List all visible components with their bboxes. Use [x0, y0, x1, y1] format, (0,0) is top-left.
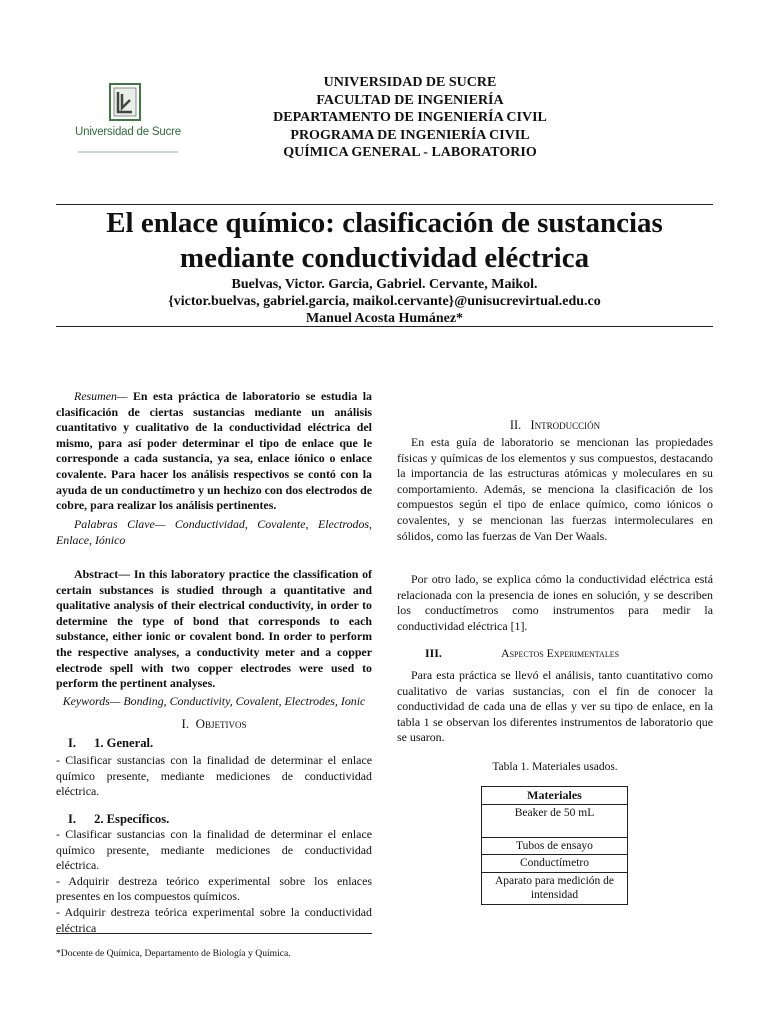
author-block: [56, 276, 713, 327]
institution-line: DEPARTAMENTO DE INGENIERÍA CIVIL: [273, 110, 547, 125]
table-cell: Conductímetro: [482, 855, 628, 873]
header-rule: [56, 204, 713, 205]
institution-block: [200, 74, 620, 162]
institution-line: PROGRAMA DE INGENIERÍA CIVIL: [290, 127, 530, 143]
intro-paragraph-2: Por otro lado, se explica cómo la conductividad eléctrica está relacionada con la presencia de iones en solución, y se describen los conductímetros como instrumentos para medir la conductividad eléctrica [1].: [397, 572, 713, 633]
keywords-paragraph: [56, 694, 372, 710]
title-line: mediante conductividad eléctrica: [179, 242, 590, 274]
section-heading-introduccion: [397, 418, 713, 433]
keywords-label: Keywords—: [62, 694, 121, 708]
intro-paragraph-1: En esta guía de laboratorio se mencionan las propiedades físicas y químicas de los elementos y sus compuestos, destacando la importancia de las estructuras atómicas y moleculares en su comportamiento. Además, se menciona la clasificación de los compuestos según el tipo de enlace químico, como iónicos o covalentes, y se mencionan las fuerzas intermoleculares en sólidos, como las fuerzas de Van Der Waals.: [397, 435, 713, 543]
institution-line: UNIVERSIDAD DE SUCRE: [323, 75, 497, 90]
specific-objectives-list: [56, 827, 372, 936]
logo-caption: Universidad de Sucre: [75, 126, 181, 138]
section-number: I.: [181, 716, 190, 731]
section-heading-aspectos: [397, 646, 713, 662]
institution-line: FACULTAD DE INGENIERÍA: [316, 92, 504, 108]
section-title: Introducción: [530, 418, 601, 432]
subheading-general: [68, 736, 153, 751]
general-objectives-list: [56, 753, 372, 800]
list-item: - Adquirir destreza teórica experimental sobre la conductividad eléctrica: [56, 904, 372, 935]
title-rule: [56, 326, 713, 327]
advisor-name: Manuel Acosta Humánez*: [305, 311, 464, 326]
table-cell: Tubos de ensayo: [482, 837, 628, 855]
section-heading-objetivos: [56, 716, 372, 732]
keywords-text: Bonding, Conductivity, Covalent, Electrodes, Ionic: [120, 694, 366, 708]
subsection-number: I.: [68, 812, 77, 826]
subheading-especificos: [68, 812, 169, 827]
paper-title: [56, 206, 713, 276]
subsection-title: 2. Específicos.: [94, 812, 170, 826]
table-cell: Beaker de 50 mL: [482, 804, 628, 837]
abstract-label: Abstract—: [74, 567, 131, 581]
section-title: Objetivos: [195, 716, 247, 731]
section-title: Aspectos Experimentales: [501, 646, 620, 660]
resumen-text: En esta práctica de laboratorio se estudia la clasificación de ciertas sustancias mediante un análisis cuantitativo y cualitativo de la conductividad eléctrica del mismo, para así poder determinar el tipo de enlace que le corresponde a cada sustancia, ya sea, enlace iónico o enlace covalente. Para hacer los análisis respectivos se contó con la ayuda de un conductímetro y un hechizo con dos electrodos de cobre, para realizar los análisis pertinentes.: [56, 389, 372, 513]
title-line: El enlace químico: clasificación de sustancias: [106, 207, 663, 239]
palabras-clave-label: Palabras Clave—: [74, 517, 166, 531]
table-cell: Aparato para medición de intensidad: [482, 872, 628, 904]
resumen-paragraph: [56, 389, 372, 514]
list-item: - Clasificar sustancias con la finalidad de determinar el enlace químico presente, mediante mediciones de conductividad eléctrica.: [56, 827, 372, 873]
footnote-rule: [56, 933, 372, 934]
aspectos-paragraph: Para esta práctica se llevó el análisis, tanto cuantitativo como cualitativo de varias sustancias, con el fin de conocer la conductividad de cada una de ellas y ver su tipo de enlace, en la tabla 1 se observan los diferentes instrumentos de laboratorio que se usaron.: [397, 668, 713, 745]
resumen-label: Resumen—: [74, 389, 128, 403]
author-names: Buelvas, Victor. Garcia, Gabriel. Cervante, Maikol.: [231, 277, 538, 292]
institution-line: QUÍMICA GENERAL - LABORATORIO: [283, 145, 537, 160]
materials-table: [481, 786, 628, 905]
list-item: - Clasificar sustancias con la finalidad de determinar el enlace químico presente, mediante mediciones de conductividad eléctrica.: [56, 753, 372, 799]
university-logo: [66, 80, 190, 162]
palabras-clave-paragraph: [56, 517, 372, 548]
palabras-clave-text: Conductividad, Covalente, Electrodos, Enlace, Iónico: [56, 517, 372, 547]
table-caption: Tabla 1. Materiales usados.: [492, 761, 618, 773]
list-item: - Adquirir destreza teórico experimental sobre los enlaces presentes en los compuestos químicos.: [56, 873, 372, 904]
subsection-title: 1. General.: [94, 736, 154, 750]
table-header: Materiales: [482, 787, 628, 805]
section-number: III.: [425, 646, 442, 660]
abstract-text: In this laboratory practice the classification of certain substances is studied through a quantitative and qualitative analysis of their electrical conductivity, in order to determine the type of bond that corresponds to each substance, either ionic or covalent bond. In order to perform the respective analyses, a conductivity meter and a copper electrode spell with two copper electrodes were used to perform the pertinent analyses.: [56, 567, 372, 691]
university-shield-icon: [66, 80, 190, 162]
abstract-paragraph: [56, 567, 372, 692]
subsection-number: I.: [68, 736, 77, 750]
author-emails: {victor.buelvas, gabriel.garcia, maikol.cervante}@unisucrevirtual.edu.co: [168, 294, 601, 309]
footnote: *Docente de Química, Departamento de Biología y Química.: [56, 948, 291, 959]
section-number: II.: [509, 418, 522, 432]
